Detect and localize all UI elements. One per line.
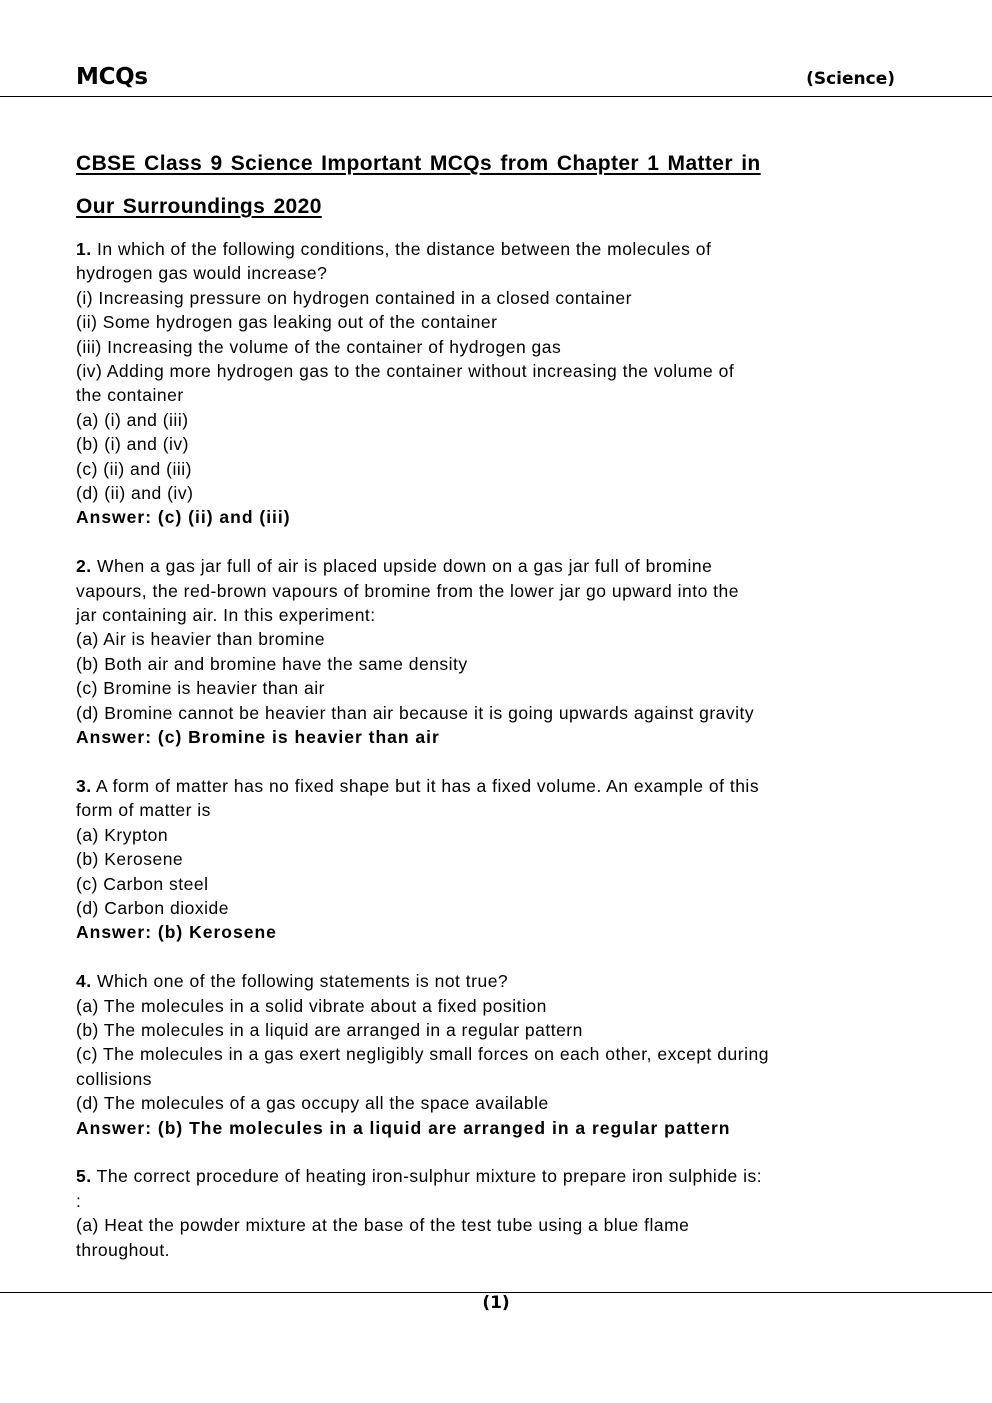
stem-line: form of matter is — [76, 800, 211, 821]
option-line: (a) The molecules in a solid vibrate about a fixed position — [76, 995, 547, 1016]
answer-line: Answer: (b) Kerosene — [76, 922, 277, 943]
stem-line: : — [76, 1190, 82, 1211]
question-stem — [76, 774, 936, 798]
option-line: (d) Bromine cannot be heavier than air because it is going upwards against gravity — [76, 702, 755, 723]
option-line: (b) The molecules in a liquid are arranged in a regular pattern — [76, 1019, 583, 1040]
option-line: (c) The molecules in a gas exert negligibly small forces on each other, except during — [76, 1044, 769, 1065]
option-line: (b) Both air and bromine have the same density — [76, 653, 468, 674]
option-line: (c) Bromine is heavier than air — [76, 678, 325, 699]
question-1 — [76, 237, 936, 530]
stem-line: In which of the following conditions, the distance between the molecules of — [96, 239, 712, 259]
option-line: throughout. — [76, 1239, 171, 1260]
question-stem — [76, 554, 936, 578]
stem-line: Which one of the following statements is not true? — [96, 971, 509, 992]
question-number: 2. — [76, 556, 92, 577]
option-line: (a) Heat the powder mixture at the base of the test tube using a blue flame — [76, 1215, 690, 1236]
page-title — [76, 142, 936, 228]
option-line: (i) Increasing pressure on hydrogen contained in a closed container — [76, 287, 632, 308]
option-line: (a) Air is heavier than bromine — [76, 629, 325, 650]
stem-line: jar containing air. In this experiment: — [76, 605, 376, 626]
question-5 — [76, 1164, 936, 1262]
option-line: (iv) Adding more hydrogen gas to the container without increasing the volume of — [76, 361, 735, 382]
question-4 — [76, 969, 936, 1140]
option-line: the container — [76, 385, 184, 406]
option-line: collisions — [76, 1068, 152, 1089]
option-line: (c) (ii) and (iii) — [76, 458, 192, 479]
option-line: (c) Carbon steel — [76, 873, 209, 894]
option-line: (b) (i) and (iv) — [76, 434, 190, 455]
option-line: (iii) Increasing the volume of the container of hydrogen gas — [76, 336, 562, 357]
answer-line: Answer: (b) The molecules in a liquid are arranged in a regular pattern — [76, 1117, 731, 1138]
option-line: (b) Kerosene — [76, 849, 184, 870]
question-2 — [76, 554, 936, 749]
option-line: (a) Krypton — [76, 824, 169, 845]
title-line-1: CBSE Class 9 Science Important MCQs from Chapter 1 Matter in — [76, 152, 761, 175]
question-list — [76, 237, 936, 1286]
stem-line: hydrogen gas would increase? — [76, 263, 328, 284]
question-number: 3. — [76, 775, 92, 796]
option-line: (ii) Some hydrogen gas leaking out of the container — [76, 312, 498, 333]
option-line: (d) The molecules of a gas occupy all the space available — [76, 1093, 549, 1114]
question-3 — [76, 774, 936, 945]
stem-line: When a gas jar full of air is placed upside down on a gas jar full of bromine — [96, 556, 713, 577]
question-number: 1. — [76, 239, 92, 259]
option-line: (d) (ii) and (iv) — [76, 483, 194, 504]
option-line: (a) (i) and (iii) — [76, 409, 189, 430]
header-title: MCQs — [76, 64, 148, 90]
stem-line: The correct procedure of heating iron-sulphur mixture to prepare iron sulphide is: — [96, 1166, 763, 1187]
header-subject: (Science) — [806, 69, 895, 89]
page-number: (1) — [482, 1293, 510, 1313]
title-line-2: Our Surroundings 2020 — [76, 195, 322, 218]
question-stem — [76, 237, 936, 261]
option-line: (d) Carbon dioxide — [76, 897, 229, 918]
question-stem — [76, 1164, 936, 1188]
stem-line: vapours, the red-brown vapours of bromine from the lower jar go upward into the — [76, 580, 740, 601]
question-number: 5. — [76, 1166, 92, 1187]
question-number: 4. — [76, 971, 92, 992]
answer-line: Answer: (c) Bromine is heavier than air — [76, 727, 440, 748]
stem-line: A form of matter has no fixed shape but it has a fixed volume. An example of this — [96, 775, 760, 796]
question-stem — [76, 969, 936, 993]
answer-line: Answer: (c) (ii) and (iii) — [76, 507, 291, 528]
header-rule — [0, 96, 992, 97]
